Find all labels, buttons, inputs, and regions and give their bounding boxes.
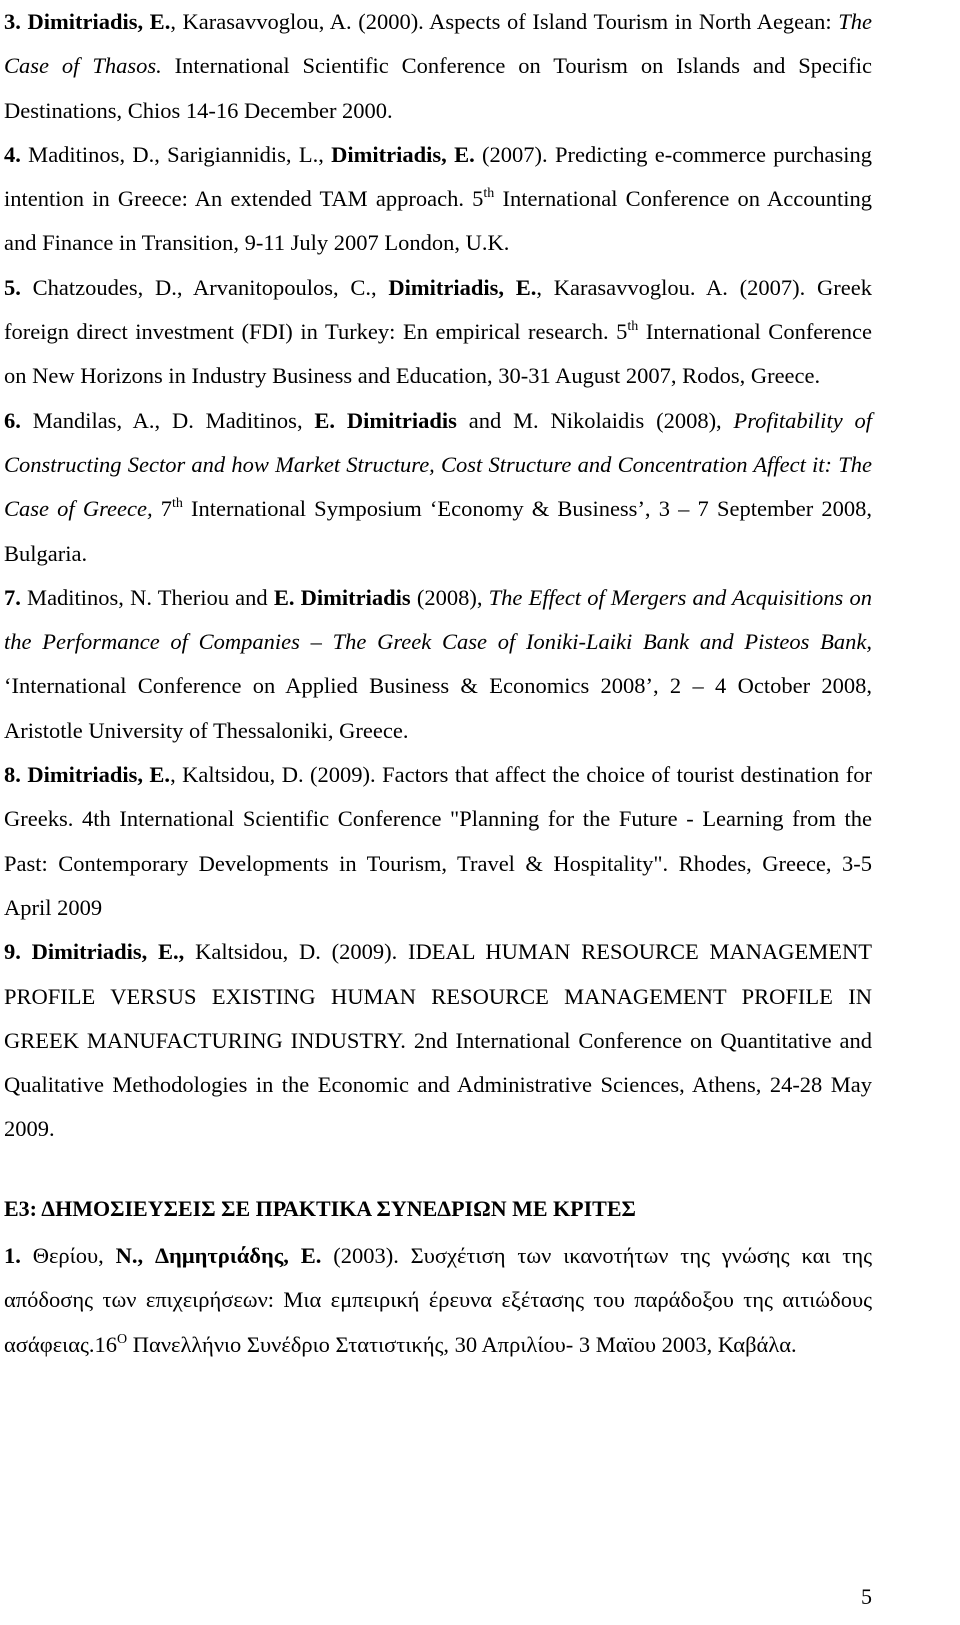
reference-title: Profitability of Constructing Sector and how Market Structure, Cost Structure and Concentration Affect it: The Case of Greece,	[4, 407, 873, 522]
reference-authors: Maditinos, N. Theriou and	[20, 584, 274, 610]
reference-item-7	[4, 576, 872, 753]
reference-details-end: Πανελλήνιο Συνέδριο Στατιστικής, 30 Απριλίου- 3 Μαϊου 2003, Καβάλα.	[127, 1331, 797, 1357]
reference-authors: Mandilas, A., D. Maditinos,	[20, 407, 315, 433]
reference-item-8	[4, 753, 872, 930]
reference-number: 7.	[4, 584, 21, 610]
reference-details: (2003). Συσχέτιση των ικανοτήτων της γνώσης και της απόδοσης των επιχειρήσεων: Μια εμπειρική έρευνα εξέτασης του παράδοξου της αιτιώδους ασάφειας.16	[4, 1243, 872, 1357]
reference-number: 3.	[4, 9, 21, 34]
author-highlight: E. Dimitriadis	[273, 584, 411, 610]
reference-item-3	[4, 0, 872, 133]
references-list	[4, 0, 872, 1367]
author-highlight: Dimitriadis, E.	[27, 762, 171, 788]
reference-item-5	[4, 266, 872, 399]
reference-details: , Kaltsidou, D. (2009). Factors that affect the choice of tourist destination for Greeks. 4th International Scientific Conference "Planning for the Future - Learning from the Past: Contemporary Developments in Tourism, Travel & Hospitality". Rhodes, Greece, 3-5 April 2009	[4, 762, 872, 920]
reference-details: International Scientific Conference on Tourism on Islands and Specific Destinations, Chios 14-16 December 2000.	[4, 53, 873, 123]
reference-details: , Karasavvoglou. A. (2007). Greek foreign direct investment (FDI) in Turkey: En empirical research. 5	[4, 274, 872, 345]
section-heading: Ε3: ΔΗΜΟΣΙΕΥΣΕΙΣ ΣΕ ΠΡΑΚΤΙΚΑ ΣΥΝΕΔΡΙΩΝ ΜΕ ΚΡΙΤΕΣ	[4, 1195, 636, 1221]
author-highlight: Δημητριάδης, Ε.	[154, 1243, 322, 1269]
author-highlight: E.	[314, 407, 336, 433]
page-number: 5	[861, 1584, 872, 1609]
reference-number: 1.	[4, 1243, 21, 1269]
reference-item-6	[4, 399, 872, 576]
author-highlight: Dimitriadis	[346, 407, 457, 433]
reference-number: 9.	[4, 939, 21, 965]
author-highlight: Ν.,	[115, 1243, 144, 1269]
reference-details: ‘International Conference on Applied Business & Economics 2008’, 2 – 4 October 2008, Aristotle University of Thessaloniki, Greece.	[4, 673, 872, 743]
greek-reference-item-1	[4, 1234, 872, 1367]
reference-title: The Effect of Mergers and Acquisitions on the Performance of Companies – The Greek Case of Ioniki-Laiki Bank and Pisteos Bank,	[4, 584, 872, 655]
reference-details: 7	[152, 496, 172, 522]
author-highlight: Dimitriadis, E.	[27, 9, 171, 34]
ordinal-suffix: th	[483, 186, 495, 202]
reference-number: 8.	[4, 762, 21, 788]
reference-number: 5.	[4, 274, 21, 300]
reference-details: Kaltsidou, D. (2009). IDEAL HUMAN RESOURCE MANAGEMENT PROFILE VERSUS EXISTING HUMAN RESOURCE MANAGEMENT PROFILE IN GREEK MANUFACTURING INDUSTRY. 2nd International Conference on Quantitative and Qualitative Methodologies in the Economic and Administrative Sciences, Athens, 24-28 May 2009.	[4, 939, 872, 1142]
reference-title: The Case of Thasos.	[4, 9, 873, 79]
reference-details: (2007). Predicting e-commerce purchasing intention in Greece: An extended TAM approach. 5	[4, 141, 872, 212]
reference-details-end: International Conference on New Horizons in Industry Business and Education, 30-31 August 2007, Rodos, Greece.	[4, 319, 872, 389]
author-highlight: Dimitriadis, E.	[388, 274, 537, 300]
reference-item-9	[4, 930, 872, 1151]
reference-authors-rest: (2008),	[410, 584, 489, 610]
reference-details-end: International Conference on Accounting and Finance in Transition, 9-11 July 2007 London, U.K.	[4, 186, 872, 256]
reference-authors: Chatzoudes, D., Arvanitopoulos, C.,	[20, 274, 389, 300]
reference-authors: , Karasavvoglou, A. (2000). Aspects of Island Tourism in North Aegean:	[170, 9, 839, 34]
ordinal-suffix: th	[172, 496, 183, 512]
reference-details-end: International Symposium ‘Economy & Business’, 3 – 7 September 2008, Bulgaria.	[4, 496, 872, 566]
reference-item-4	[4, 133, 872, 266]
ordinal-suffix: th	[627, 319, 639, 335]
reference-number: 6.	[4, 407, 21, 433]
ordinal-suffix: Ο	[117, 1331, 128, 1347]
reference-number: 4.	[4, 141, 21, 167]
reference-authors: Maditinos, D., Sarigiannidis, L.,	[20, 141, 332, 167]
author-highlight: Dimitriadis, E.	[331, 141, 475, 167]
reference-authors-rest: and M. Nikolaidis (2008),	[456, 407, 734, 433]
reference-authors: Θερίου,	[20, 1243, 116, 1269]
author-highlight: Dimitriadis, E.,	[31, 939, 185, 965]
